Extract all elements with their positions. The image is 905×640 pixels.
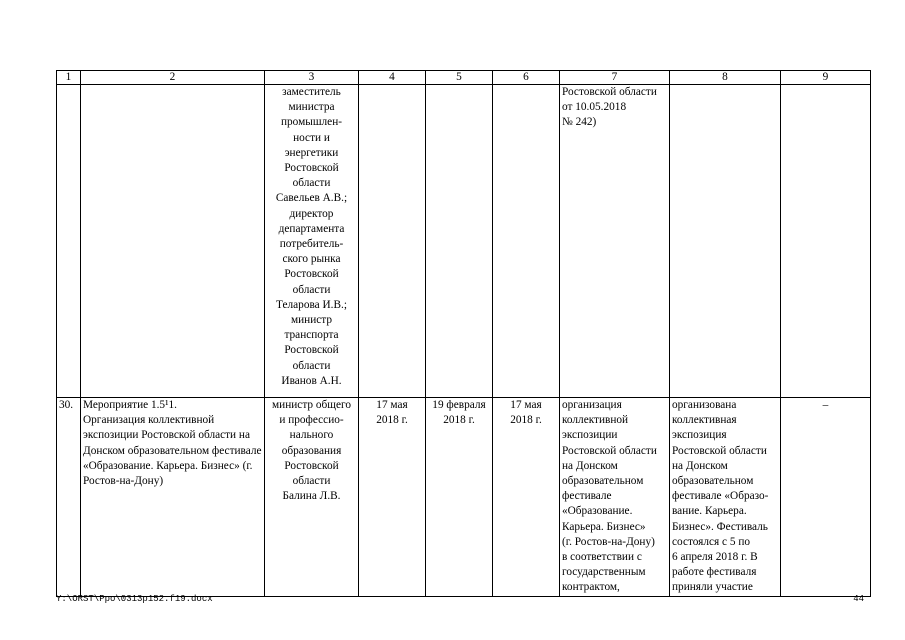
planned-date-cell — [359, 85, 426, 398]
column-number: 2 — [81, 71, 265, 85]
table-row-continuation — [57, 85, 871, 398]
column-number: 1 — [57, 71, 81, 85]
actual-result-cell: организована коллективная экспозиция Ростовской области на Донском образовательном фестивале «Образо- вание. Карьера. Бизнес». Фестиваль состоялся с 5 по 6 апреля 2018 г. В работе фестиваля приняли участие — [670, 398, 781, 597]
column-number: 6 — [493, 71, 560, 85]
expected-result-cell: организация коллективной экспозиции Ростовской области на Донском образовательном фестивале «Образование. Карьера. Бизнес» (г. Ростов-на-Дону) в соответствии с государственным контрактом, — [560, 398, 670, 597]
responsible-cell: заместитель министра промышлен- ности и энергетики Ростовской области Савельев А.В.; директор департамента потребитель- ского рынка Ростовской области Теларова И.В.; министр транспорта Ростовской области Иванов А.Н. — [265, 85, 359, 398]
end-date-cell: 17 мая 2018 г. — [493, 398, 560, 597]
notes-cell: – — [781, 398, 871, 597]
start-date-cell: 19 февраля 2018 г. — [426, 398, 493, 597]
column-number: 9 — [781, 71, 871, 85]
file-path: Y:\ORST\Ppo\0313p152.f19.docx — [56, 594, 213, 604]
row-number-cell — [57, 85, 81, 398]
actual-result-cell — [670, 85, 781, 398]
column-number: 7 — [560, 71, 670, 85]
column-number: 4 — [359, 71, 426, 85]
end-date-cell — [493, 85, 560, 398]
planned-date-cell: 17 мая 2018 г. — [359, 398, 426, 597]
notes-cell — [781, 85, 871, 398]
start-date-cell — [426, 85, 493, 398]
column-number: 5 — [426, 71, 493, 85]
column-number: 3 — [265, 71, 359, 85]
table-row-30 — [57, 398, 871, 597]
measures-table — [56, 70, 871, 597]
measure-name-cell — [81, 85, 265, 398]
expected-result-cell: Ростовской области от 10.05.2018 № 242) — [560, 85, 670, 398]
column-number-row — [57, 71, 871, 85]
column-number: 8 — [670, 71, 781, 85]
page-number: 44 — [853, 594, 864, 604]
measure-name-cell: Мероприятие 1.5¹1. Организация коллективной экспозиции Ростовской области на Донском образовательном фестивале «Образование. Карьера. Бизнес» (г. Ростов-на-Дону) — [81, 398, 265, 597]
responsible-cell: министр общего и профессио- нального образования Ростовской области Балина Л.В. — [265, 398, 359, 597]
row-number-cell: 30. — [57, 398, 81, 597]
